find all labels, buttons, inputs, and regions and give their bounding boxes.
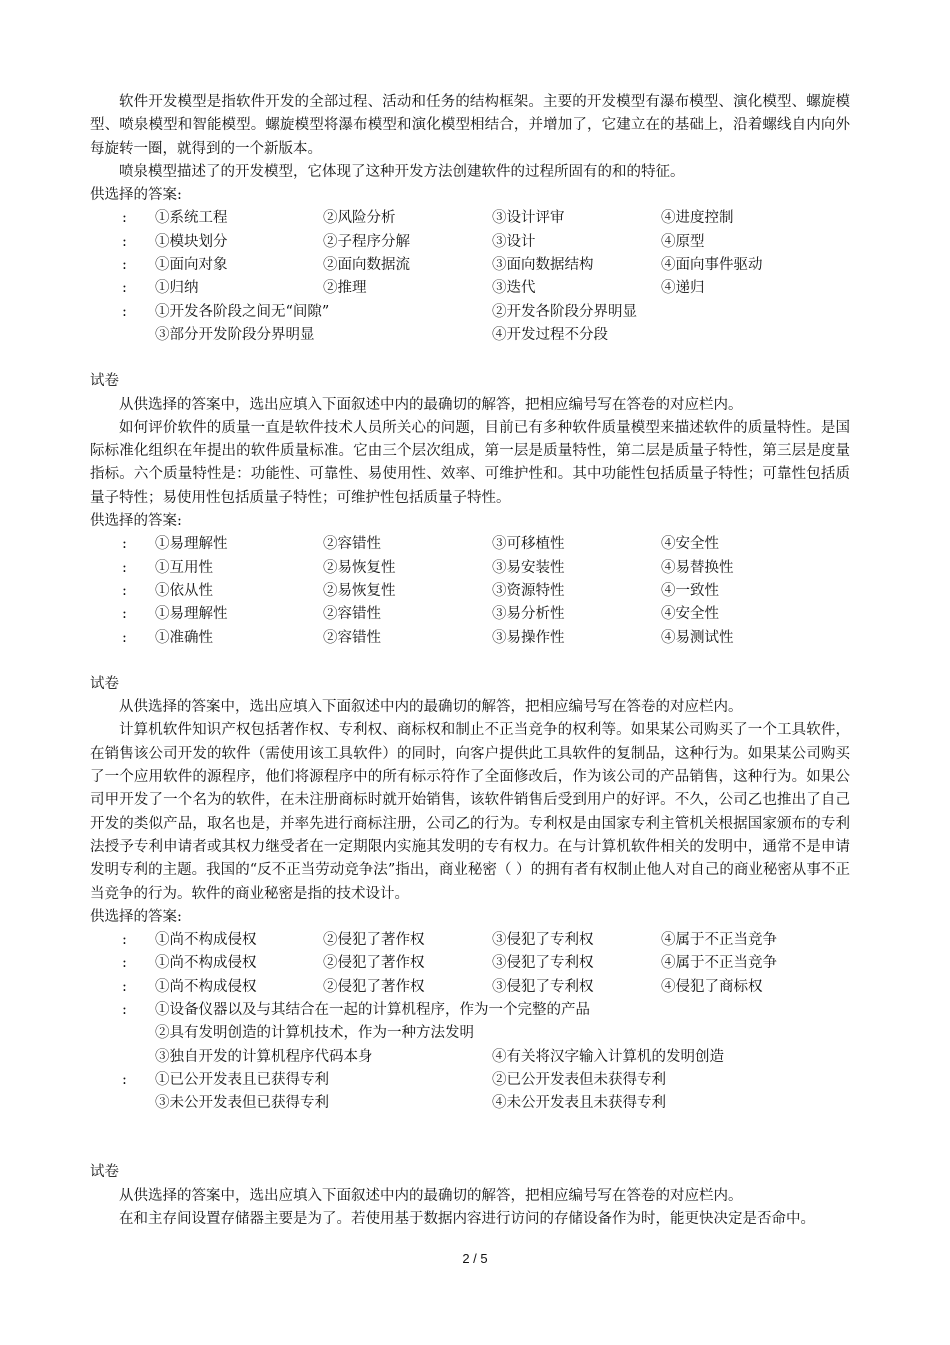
- option-4: ④侵犯了商标权: [661, 978, 763, 995]
- paragraph-dev-models: 软件开发模型是指软件开发的全部过程、活动和任务的结构框架。主要的开发模型有瀑布模型、演化模型、螺旋模型、喷泉模型和智能模型。螺旋模型将瀑布模型和演化模型相结合，并增加了，它建立在的基础上，沿着螺线自内向外每旋转一圈，就得到的一个新版本。: [90, 94, 850, 157]
- choice-row-continued: [90, 1092, 850, 1115]
- choice-row: : ①尚不构成侵权 ②侵犯了著作权 ③侵犯了专利权 ④侵犯了商标权: [90, 976, 850, 999]
- page-number: 2 / 5: [462, 1251, 488, 1266]
- option-1: ①依从性: [155, 582, 213, 599]
- option-3: ③易分析性: [492, 606, 565, 623]
- choices-label: 供选择的答案:: [90, 187, 182, 204]
- choice-row: : ①尚不构成侵权 ②侵犯了著作权 ③侵犯了专利权 ④属于不正当竞争: [90, 929, 850, 952]
- choice-row-continued: [90, 324, 850, 347]
- option-1: ①准确性: [155, 629, 213, 646]
- paragraph-fountain-model: 喷泉模型描述了的开发模型，它体现了这种开发方法创建软件的过程所固有的和的特征。: [119, 163, 685, 180]
- option-4: ④递归: [661, 280, 705, 297]
- option-4: ④未公开发表且未获得专利: [492, 1095, 666, 1112]
- choice-row: : ①开发各阶段之间无“间隙” ②开发各阶段分界明显: [90, 301, 850, 324]
- choice-row: : ①易理解性 ②容错性 ③可移植性 ④安全性: [90, 533, 850, 556]
- page-content: [90, 91, 850, 1231]
- option-4: ④易替换性: [661, 559, 734, 576]
- option-1: ①设备仪器以及与其结合在一起的计算机程序，作为一个完整的产品: [155, 1001, 590, 1018]
- option-2: ②容错性: [323, 629, 381, 646]
- option-2: ②已公开发表但未获得专利: [492, 1071, 666, 1088]
- choice-row: : ①面向对象 ②面向数据流 ③面向数据结构 ④面向事件驱动: [90, 254, 850, 277]
- option-1: ①易理解性: [155, 536, 228, 553]
- choice-row: : ①易理解性 ②容错性 ③易分析性 ④安全性: [90, 603, 850, 626]
- option-4: ④安全性: [661, 536, 719, 553]
- option-4: ④属于不正当竞争: [661, 955, 777, 972]
- option-1: ①开发各阶段之间无“间隙”: [155, 303, 330, 320]
- choice-row-continued: [90, 1022, 850, 1045]
- option-2: ②面向数据流: [323, 257, 410, 274]
- option-3: ③部分开发阶段分界明显: [155, 326, 315, 343]
- option-3: ③面向数据结构: [492, 257, 594, 274]
- option-3: ③易安装性: [492, 559, 565, 576]
- section-title: 试卷: [90, 675, 119, 692]
- choice-row-continued: [90, 1046, 850, 1069]
- option-3: ③可移植性: [492, 536, 565, 553]
- option-2: ②容错性: [323, 536, 381, 553]
- option-1: ①尚不构成侵权: [155, 932, 257, 949]
- option-2: ②容错性: [323, 606, 381, 623]
- option-4: ④易测试性: [661, 629, 734, 646]
- option-1: ①模块划分: [155, 233, 228, 250]
- option-4: ④进度控制: [661, 210, 734, 227]
- option-2: ②易恢复性: [323, 559, 396, 576]
- option-1: ①面向对象: [155, 257, 228, 274]
- option-3: ③未公开发表但已获得专利: [155, 1095, 329, 1112]
- choices-label: 供选择的答案:: [90, 908, 182, 925]
- option-1: ①互用性: [155, 559, 213, 576]
- section-instruction: 从供选择的答案中，选出应填入下面叙述中内的最确切的解答，把相应编号写在答卷的对应栏内。: [119, 1187, 743, 1204]
- option-3: ③设计: [492, 233, 536, 250]
- paragraph-cache-memory: 在和主存间设置存储器主要是为了。若使用基于数据内容进行访问的存储设备作为时，能更快决定是否命中。: [119, 1211, 815, 1228]
- option-2: ②易恢复性: [323, 582, 396, 599]
- choice-row: : ①尚不构成侵权 ②侵犯了著作权 ③侵犯了专利权 ④属于不正当竞争: [90, 952, 850, 975]
- option-1: ①尚不构成侵权: [155, 978, 257, 995]
- option-4: ④属于不正当竞争: [661, 932, 777, 949]
- choice-row: : ①设备仪器以及与其结合在一起的计算机程序，作为一个完整的产品: [90, 999, 850, 1022]
- choice-row: : ①准确性 ②容错性 ③易操作性 ④易测试性: [90, 627, 850, 650]
- option-3: ③独自开发的计算机程序代码本身: [155, 1048, 373, 1065]
- option-1: ①已公开发表且已获得专利: [155, 1071, 329, 1088]
- option-2: ②侵犯了著作权: [323, 955, 425, 972]
- option-4: ④安全性: [661, 606, 719, 623]
- option-1: ①系统工程: [155, 210, 228, 227]
- option-2: ②侵犯了著作权: [323, 932, 425, 949]
- option-2: ②子程序分解: [323, 233, 410, 250]
- option-3: ③资源特性: [492, 582, 565, 599]
- section-instruction: 从供选择的答案中，选出应填入下面叙述中内的最确切的解答，把相应编号写在答卷的对应栏内。: [119, 699, 743, 716]
- option-3: ③设计评审: [492, 210, 565, 227]
- choice-row: : ①系统工程 ②风险分析 ③设计评审 ④进度控制: [90, 207, 850, 230]
- option-1: ①易理解性: [155, 606, 228, 623]
- option-2: ②推理: [323, 280, 367, 297]
- option-2: ②开发各阶段分界明显: [492, 303, 637, 320]
- choice-row: : ①互用性 ②易恢复性 ③易安装性 ④易替换性: [90, 557, 850, 580]
- option-3: ③侵犯了专利权: [492, 932, 594, 949]
- option-1: ①归纳: [155, 280, 199, 297]
- option-1: ①尚不构成侵权: [155, 955, 257, 972]
- option-3: ③易操作性: [492, 629, 565, 646]
- section-instruction: 从供选择的答案中，选出应填入下面叙述中内的最确切的解答，把相应编号写在答卷的对应栏内。: [119, 396, 743, 413]
- option-4: ④原型: [661, 233, 705, 250]
- option-3: ③侵犯了专利权: [492, 978, 594, 995]
- option-4: ④有关将汉字输入计算机的发明创造: [492, 1048, 724, 1065]
- choice-row: : ①已公开发表且已获得专利 ②已公开发表但未获得专利: [90, 1069, 850, 1092]
- option-2: ②具有发明创造的计算机技术，作为一种方法发明: [155, 1025, 474, 1042]
- choices-label: 供选择的答案:: [90, 513, 182, 530]
- section-title: 试卷: [90, 373, 119, 390]
- choice-row: : ①模块划分 ②子程序分解 ③设计 ④原型: [90, 231, 850, 254]
- choice-row: : ①依从性 ②易恢复性 ③资源特性 ④一致性: [90, 580, 850, 603]
- choice-row: : ①归纳 ②推理 ③迭代 ④递归: [90, 277, 850, 300]
- option-4: ④面向事件驱动: [661, 257, 763, 274]
- option-4: ④开发过程不分段: [492, 326, 608, 343]
- option-4: ④一致性: [661, 582, 719, 599]
- paragraph-software-quality: 如何评价软件的质量一直是软件技术人员所关心的问题，目前已有多种软件质量模型来描述软件的质量特性。是国际标准化组织在年提出的软件质量标准。它由三个层次组成，第一层是质量特性，第二层是质量子特性，第三层是度量指标。六个质量特性是：功能性、可靠性、易使用性、效率、可维护性和。其中功能性包括质量子特性；可靠性包括质量子特性；易使用性包括质量子特性；可维护性包括质量子特性。: [90, 419, 850, 506]
- option-2: ②风险分析: [323, 210, 396, 227]
- option-3: ③迭代: [492, 280, 536, 297]
- option-3: ③侵犯了专利权: [492, 955, 594, 972]
- section-title: 试卷: [90, 1164, 119, 1181]
- paragraph-ip-rights: 计算机软件知识产权包括著作权、专利权、商标权和制止不正当竞争的权利等。如果某公司购买了一个工具软件，在销售该公司开发的软件（需使用该工具软件）的同时，向客户提供此工具软件的复制品，这种行为。如果某公司购买了一个应用软件的源程序，他们将源程序中的所有标示符作了全面修改后，作为该公司的产品销售，这种行为。如果公司甲开发了一个名为的软件，在未注册商标时就开始销售，该软件销售后受到用户的好评。不久，公司乙也推出了自己开发的类似产品，取名也是，并率先进行商标注册，公司乙的行为。专利权是由国家专利主管机关根据国家颁布的专利法授予专利申请者或其权力继受者在一定期限内实施其发明的专有权力。在与计算机软件相关的发明中，通常不是申请发明专利的主题。我国的“反不正当劳动竞争法”指出，商业秘密（ ）的拥有者有权制止他人对自己的商业秘密从事不正当竞争的行为。软件的商业秘密是指的技术设计。: [90, 722, 850, 902]
- option-2: ②侵犯了著作权: [323, 978, 425, 995]
